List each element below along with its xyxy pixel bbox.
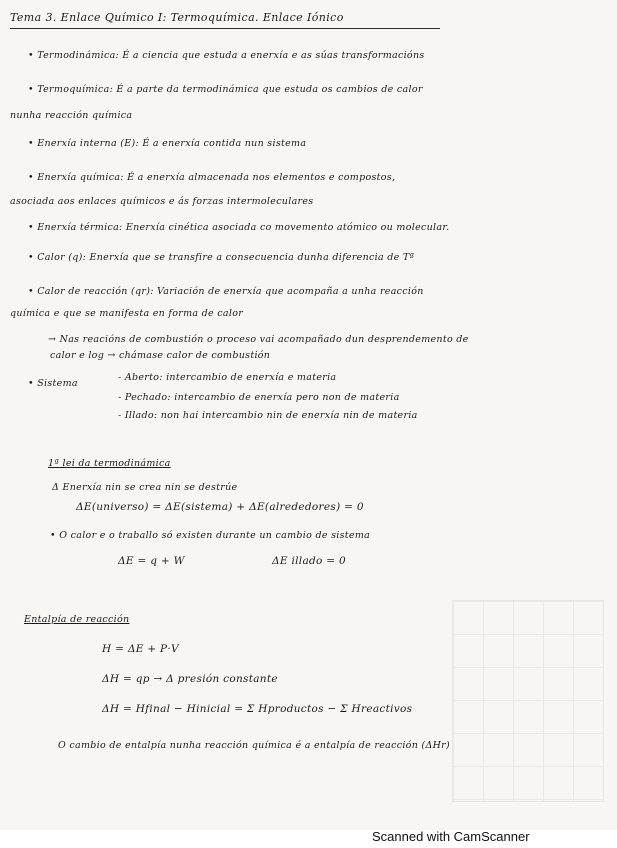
def-calor: • Calor (q): Enerxía que se transfire a consecuencia dunha diferencia de Tª	[28, 252, 415, 263]
def-calor-reaccion-cont: química e que se manifesta en forma de calor	[10, 308, 244, 319]
camscanner-watermark: Scanned with CamScanner	[372, 829, 530, 844]
law-isolated-equation: ΔE illado = 0	[272, 555, 347, 567]
law-heading: 1ª lei da termodinámica	[48, 458, 171, 469]
law-statement: Δ Enerxía nin se crea nin se destrúe	[52, 482, 238, 493]
sistema-pechado: - Pechado: intercambio de enerxía pero non de materia	[118, 392, 400, 403]
def-termoquimica: • Termoquímica: É a parte da termodinámica que estuda os cambios de calor	[28, 84, 423, 95]
def-termodinamica: • Termodinámica: É a ciencia que estuda a enerxía e as súas transformacións	[28, 50, 425, 61]
enthalpy-definition: H = ΔE + P·V	[102, 643, 179, 655]
def-enerxia-quimica: • Enerxía química: É a enerxía almacenada nos elementos e compostos,	[28, 172, 396, 183]
enthalpy-reaction-note: O cambio de entalpía nunha reacción química é a entalpía de reacción (ΔHr)	[58, 740, 451, 751]
note-combustion: → Nas reacións de combustión o proceso vai acompañado dun desprendemento de	[48, 334, 469, 345]
enthalpy-heading: Entalpía de reacción	[24, 614, 130, 625]
def-enerxia-quimica-cont: asociada aos enlaces químicos e ás forzas intermoleculares	[10, 196, 314, 207]
enthalpy-constant-pressure: ΔH = qp → Δ presión constante	[102, 673, 278, 685]
def-enerxia-interna: • Enerxía interna (E): É a enerxía contida nun sistema	[28, 138, 307, 149]
sistema-illado: - Illado: non hai intercambio nin de enerxía nin de materia	[118, 410, 418, 421]
law-heat-work: • O calor e o traballo só existen durante un cambio de sistema	[50, 530, 371, 541]
law-energy-equation: ΔE = q + W	[118, 555, 185, 567]
page-title: Tema 3. Enlace Químico I: Termoquímica. Enlace Iónico	[10, 11, 344, 24]
sistema-label: • Sistema	[28, 378, 78, 389]
enthalpy-difference: ΔH = Hfinal − Hinicial = Σ Hproductos − Σ Hreactivos	[102, 703, 413, 715]
def-enerxia-termica: • Enerxía térmica: Enerxía cinética asociada co movemento atómico ou molecular.	[28, 222, 450, 233]
def-termoquimica-cont: nunha reacción química	[10, 110, 133, 121]
law-universe-equation: ΔE(universo) = ΔE(sistema) + ΔE(alrededores) = 0	[76, 501, 364, 513]
title-rule	[10, 28, 440, 29]
graph-paper-bleed	[452, 600, 604, 802]
def-calor-reaccion: • Calor de reacción (qr): Variación de enerxía que acompaña a unha reacción	[28, 286, 424, 297]
note-combustion-cont: calor e log → chámase calor de combustión	[50, 350, 271, 361]
sistema-aberto: - Aberto: intercambio de enerxía e materia	[118, 372, 337, 383]
